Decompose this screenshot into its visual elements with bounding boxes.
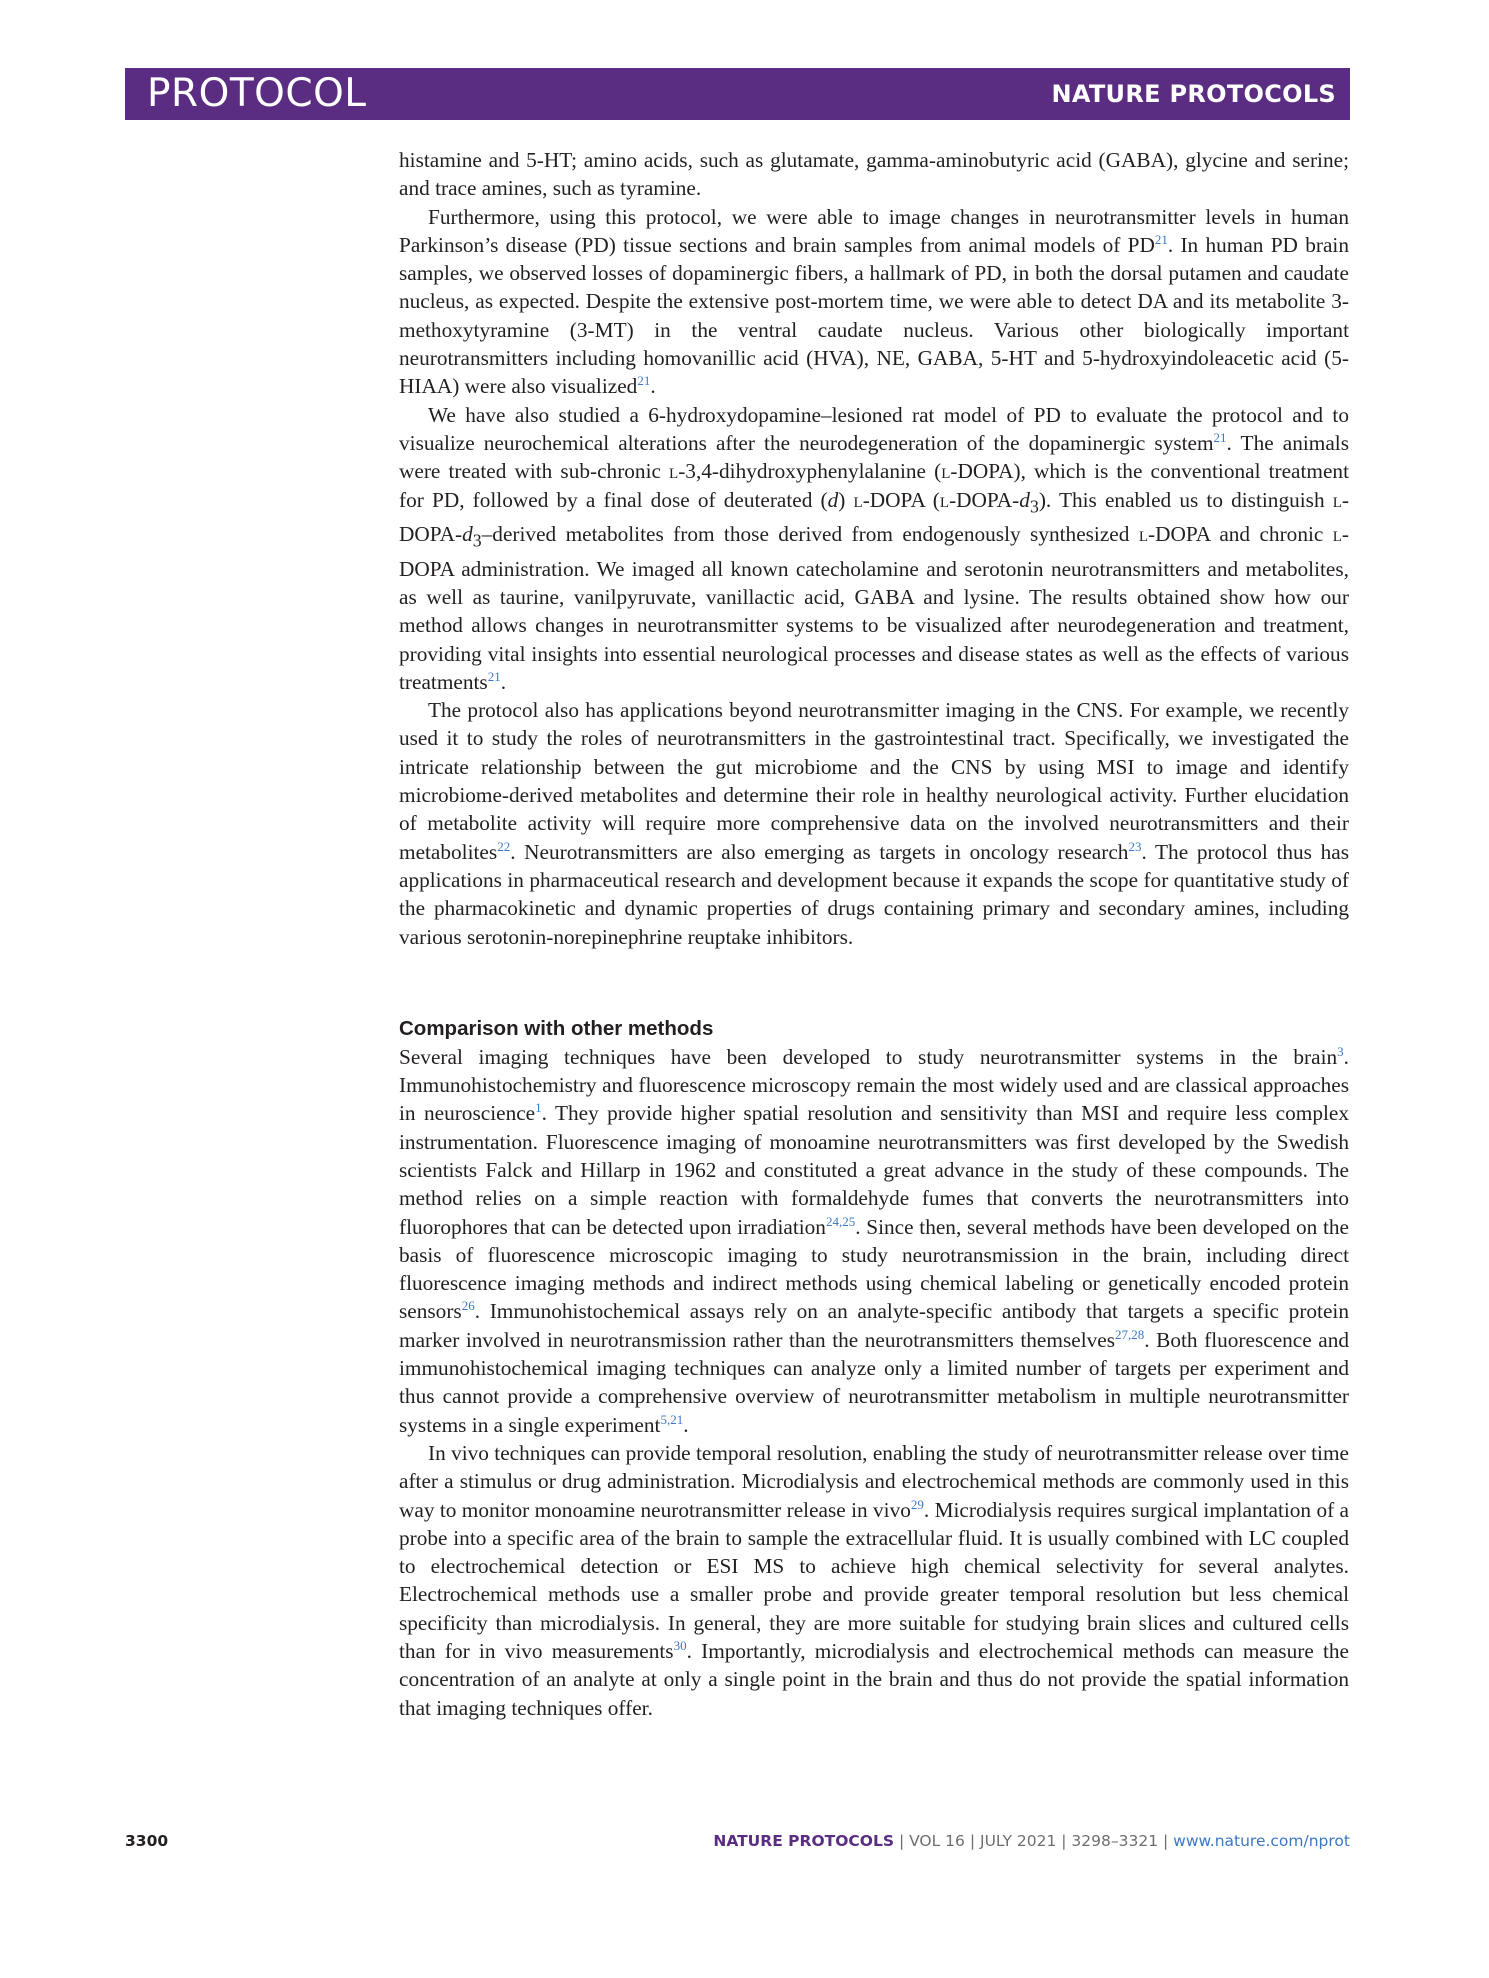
text-run: . Both fluorescence and immunohistochemical imaging techniques can analyze only a limited number of targets per experiment and thus cannot provide a comprehensive overview of neurotransmitter metabolism in multiple neurotransmitter systems in a single experiment — [399, 1327, 1350, 1437]
text-run: -DOPA and chronic — [1147, 522, 1333, 547]
article-body — [399, 146, 1349, 1722]
stereo-prefix: l — [1332, 487, 1342, 512]
footer-separator: | — [1158, 1832, 1174, 1850]
stereo-prefix: l — [941, 459, 951, 484]
citation-link[interactable]: 3 — [1337, 1043, 1344, 1059]
text-run: ). This enabled us to distinguish — [1038, 487, 1333, 512]
text-run: . The animals were treated with sub-chronic — [399, 430, 1349, 484]
citation-link[interactable]: 21 — [1213, 429, 1227, 445]
text-run: ) — [838, 487, 854, 512]
text-run: -DOPA- — [399, 487, 1349, 547]
text-run: -DOPA administration. We imaged all known catecholamine and serotonin neurotransmitters and metabolites, as well as taurine, vanilpyruvate, vanillactic acid, GABA and lysine. The results obtained show how our method allows changes in neurotransmitter systems to be visualized after neurodegeneration and treatment, providing vital insights into essential neurological processes and disease states as well as the effects of various treatments — [399, 522, 1350, 694]
section-heading: Comparison with other methods — [399, 1016, 714, 1040]
citation-link[interactable]: 22 — [497, 838, 511, 854]
paragraph-4 — [399, 696, 1349, 951]
header-bar — [125, 68, 1350, 120]
text-run: histamine and 5-HT; amino acids, such as glutamate, gamma-aminobutyric acid (GABA), glycine and serine; and trace amines, such as tyramine. — [399, 148, 1349, 201]
citation-link[interactable]: 5,21 — [660, 1411, 684, 1427]
citation-link[interactable]: 24,25 — [825, 1213, 856, 1229]
text-run: -DOPA ( — [862, 487, 940, 512]
text-run: . Since then, several methods have been developed on the basis of fluorescence microscopic imaging to study neurotransmission in the brain, including direct fluorescence imaging methods and indirect methods using chemical labeling or genetically encoded protein sensors — [399, 1214, 1349, 1324]
stereo-prefix: l — [1332, 522, 1342, 547]
text-run: -3,4-dihydroxyphenylalanine ( — [678, 459, 942, 484]
paragraph-5 — [399, 1043, 1349, 1439]
text-run: . Microdialysis requires surgical implantation of a probe into a specific area of the brain to sample the extracellular fluid. It is usually combined with LC coupled to electrochemical detection or ESI MS to achieve high chemical selectivity for several analytes. Electrochemical methods use a smaller probe and provide greater temporal resolution but less chemical specificity than microdialysis. In general, they are more suitable for studying brain slices and cultured cells than for in vivo measurements — [399, 1497, 1349, 1664]
text-run: . Neurotransmitters are also emerging as targets in oncology research — [510, 839, 1129, 864]
text-run: . The protocol thus has applications in pharmaceutical research and development because it expands the scope for quantitative study of the pharmacokinetic and dynamic properties of drugs containing primary and secondary amines, including various serotonin-norepinephrine reuptake inhibitors. — [399, 839, 1350, 949]
italic-term: d — [827, 487, 839, 512]
page-number: 3300 — [125, 1832, 169, 1850]
citation-link[interactable]: 21 — [487, 668, 501, 684]
text-run: In vivo techniques can provide temporal resolution, enabling the study of neurotransmitter release over time after a stimulus or drug administration. Microdialysis and electrochemical methods are commonly used in this way to monitor monoamine neurotransmitter release in vivo — [399, 1440, 1349, 1522]
footer-citation — [713, 1832, 1350, 1850]
citation-link[interactable]: 1 — [535, 1100, 542, 1116]
footer-url-link[interactable]: www.nature.com/nprot — [1173, 1832, 1350, 1850]
citation-link[interactable]: 21 — [1154, 231, 1168, 247]
paragraph-1 — [399, 146, 1349, 203]
citation-link[interactable]: 21 — [637, 373, 651, 389]
citation-link[interactable]: 29 — [910, 1496, 924, 1512]
citation-link[interactable]: 27,28 — [1115, 1326, 1145, 1342]
footer-issue-date: JULY 2021 — [980, 1832, 1057, 1850]
text-run: . In human PD brain samples, we observed losses of dopaminergic fibers, a hallmark of PD, in both the dorsal putamen and caudate nucleus, as expected. Despite the extensive post-mortem time, we were able to detect DA and its metabolite 3-methoxytyramine (3-MT) in the ventral caudate nucleus. Various other biologically important neurotransmitters including homovanillic acid (HVA), NE, GABA, 5-HT and 5-hydroxyindoleacetic acid (5-HIAA) were also visualized — [399, 232, 1349, 399]
text-run: . — [500, 669, 507, 694]
paragraph-2 — [399, 203, 1349, 401]
citation-link[interactable]: 30 — [673, 1638, 687, 1654]
footer-separator: | — [964, 1832, 980, 1850]
italic-term: d — [462, 522, 473, 547]
text-run: The protocol also has applications beyond neurotransmitter imaging in the CNS. For example, we recently used it to study the roles of neurotransmitters in the gastrointestinal tract. Specifically, we investigated the intricate relationship between the gut microbiome and the CNS by using MSI to image and identify microbiome-derived metabolites and determine their role in healthy neurological activity. Further elucidation of metabolite activity will require more comprehensive data on the involved neurotransmitters and their metabolites — [399, 698, 1349, 864]
stereo-prefix: l — [1138, 522, 1148, 547]
subscript: 3 — [472, 530, 482, 551]
paragraph-6 — [399, 1439, 1349, 1722]
text-run: . — [683, 1412, 689, 1437]
text-run: Several imaging techniques have been developed to study neurotransmitter systems in the brain — [399, 1044, 1338, 1069]
subscript: 3 — [1029, 495, 1039, 516]
text-run: . Immunohistochemical assays rely on an analyte-specific antibody that targets a specific protein marker involved in neurotransmission rather than the neurotransmitters themselves — [399, 1299, 1349, 1352]
text-run: . — [650, 374, 656, 399]
footer-volume: VOL 16 — [909, 1832, 965, 1850]
text-run: . They provide higher spatial resolution and sensitivity than MSI and require less complex instrumentation. Fluorescence imaging of monoamine neurotransmitters was first developed by the Swedish scientists Falck and Hillarp in 1962 and constituted a great advance in the study of these compounds. The method relies on a simple reaction with formaldehyde fumes that converts the neurotransmitters into fluorophores that can be detected upon irradiation — [399, 1101, 1349, 1239]
text-run: -DOPA), which is the conventional treatment for PD, followed by a final dose of deuterated ( — [399, 459, 1349, 512]
section-label: PROTOCOL — [147, 71, 367, 116]
footer-journal-name: NATURE PROTOCOLS — [713, 1832, 895, 1850]
text-run: . Importantly, microdialysis and electrochemical methods can measure the concentration of an analyte at only a single point in the brain and thus do not provide the spatial information that imaging techniques offer. — [399, 1639, 1350, 1720]
text-run: We have also studied a 6-hydroxydopamine–lesioned rat model of PD to evaluate the protocol and to visualize neurochemical alterations after the neurodegeneration of the dopaminergic system — [399, 402, 1349, 455]
citation-link[interactable]: 23 — [1128, 838, 1142, 854]
footer-separator: | — [1056, 1832, 1072, 1850]
journal-name: NATURE PROTOCOLS — [1051, 80, 1336, 108]
footer-pages: 3298–3321 — [1071, 1832, 1159, 1850]
stereo-prefix: l — [669, 459, 679, 484]
text-run: –derived metabolites from those derived from endogenously synthesized — [481, 522, 1139, 547]
text-run: . Immunohistochemistry and fluorescence microscopy remain the most widely used and are classical approaches in neuroscience — [399, 1044, 1349, 1126]
footer-separator: | — [894, 1832, 910, 1850]
stereo-prefix: l — [853, 487, 863, 512]
citation-link[interactable]: 26 — [461, 1298, 475, 1314]
text-run: Furthermore, using this protocol, we were able to image changes in neurotransmitter levels in human Parkinson’s disease (PD) tissue sections and brain samples from animal models of PD — [399, 204, 1349, 257]
text-run: -DOPA- — [949, 487, 1020, 512]
italic-term: d — [1019, 487, 1030, 512]
stereo-prefix: l — [939, 487, 950, 512]
paragraph-3 — [399, 401, 1349, 696]
